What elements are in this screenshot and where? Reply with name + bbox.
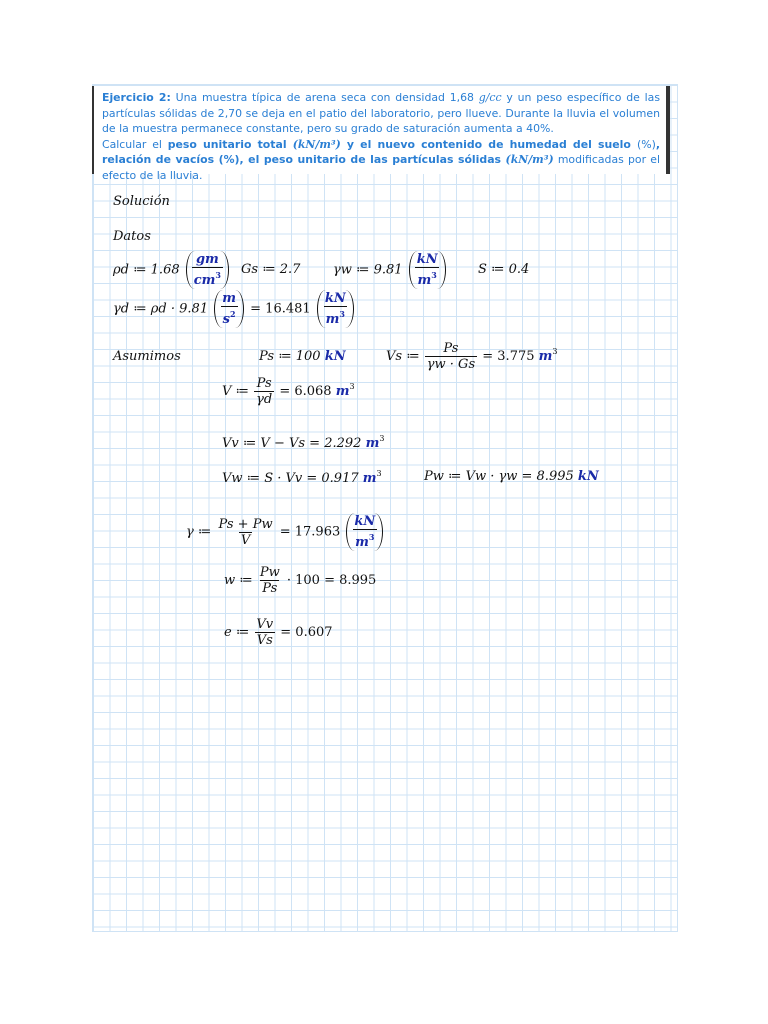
eq-v: V ≔ $\frac{Ps}{\gamma d}$ = 6.068 $m^3$: [222, 376, 355, 407]
eq-vv: Vv ≔ V − Vs = 2.292 $m^3$: [222, 434, 385, 451]
eq-gamma-w: γw ≔ 9.81 $\frac{kN}{m^3}$: [333, 251, 448, 289]
eq-vs: Vs ≔ $\frac{Ps}{\gamma w \cdot Gs}$ = 3.775 $m^3$: [386, 341, 558, 372]
eq-s: S ≔ 0.4: [478, 262, 530, 277]
exercise-label: Ejercicio 2:: [102, 91, 171, 104]
eq-pw: Pw ≔ Vw · γw = 8.995 kN: [424, 469, 599, 484]
eq-gs: Gs ≔ 2.7: [241, 262, 301, 277]
exercise-statement: Ejercicio 2: Una muestra típica de arena seca con densidad 1,68 g/cc y un peso específico de las partículas sólidas de 2,70 se deja en el patio del laboratorio, pero llueve. Durante la lluvia el volumen de la muestra permanece constante, pero su grado de saturación aumenta a 40%. Calcular el peso unitario total (kN/m³) y el nuevo contenido de humedad del suelo (%), relación de vacíos (%), el peso unitario de las partículas sólidas (kN/m³) modificadas por el efecto de la lluvia.: [92, 86, 670, 174]
data-heading: Datos: [113, 229, 151, 244]
eq-ps: Ps ≔ 100 kN: [259, 349, 346, 364]
assume-heading: Asumimos: [113, 349, 181, 364]
grid-paper: [92, 84, 678, 932]
eq-water-content: w ≔ $\frac{Pw}{Ps}$ · 100 = 8.995: [224, 565, 377, 596]
eq-vw: Vw ≔ S · Vv = 0.917 $m^3$: [222, 469, 382, 486]
eq-void-ratio: e ≔ $\frac{Vv}{Vs}$ = 0.607: [224, 617, 333, 648]
solution-heading: Solución: [113, 194, 170, 209]
eq-gamma-d: γd ≔ ρd · 9.81 $\frac{m}{s^2}$ = 16.481 $\frac{kN}{m^3}$: [113, 290, 356, 328]
eq-gamma-total: γ ≔ $\frac{Ps + Pw}{V}$ = 17.963 $\frac{kN}{m^3}$: [186, 513, 385, 551]
eq-rhod: ρd ≔ 1.68 $\frac{gm}{cm^3}$: [113, 251, 231, 289]
